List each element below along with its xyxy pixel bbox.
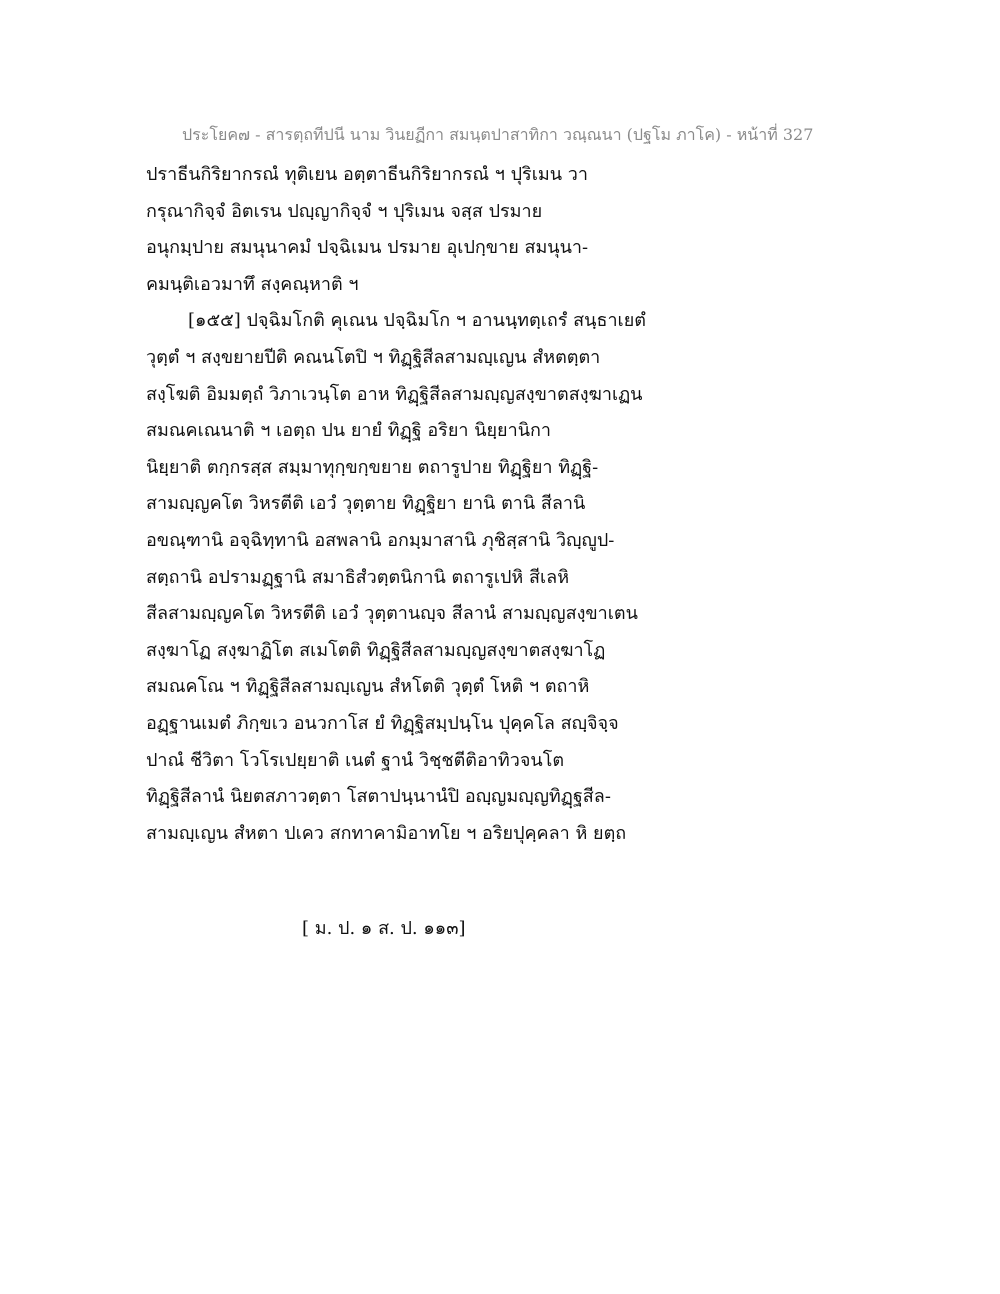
text-line: สงฺโฆติ อิมมตฺถํ วิภาเวนฺโต อาห ทิฏฺฐิสีลสามญฺญสงฺขาตสงฺฆาเฏน <box>146 383 643 405</box>
text-line: สมณคเณนาติ ฯ เอตฺถ ปน ยายํ ทิฏฺฐิ อริยา นิยฺยานิกา <box>146 420 552 442</box>
text-line: ปาณํ ชีวิตา โวโรเปยฺยาติ เนตํ ฐานํ วิชฺชตีติอาทิวจนโต <box>146 749 565 771</box>
text-line: อขณฺฑานิ อจฺฉิทฺทานิ อสพลานิ อกมฺมาสานิ ภุชิสฺสานิ วิญฺญูป- <box>146 529 615 551</box>
text-line: สามญฺญคโต วิหรตีติ เอวํ วุตฺตาย ทิฏฺฐิยา ยานิ ตานิ สีลานิ <box>146 493 586 515</box>
text-line: สามญฺเญน สํหตา ปเคว สกทาคามิอาทโย ฯ อริยปุคฺคลา หิ ยตฺถ <box>146 822 627 844</box>
text-line: นิยฺยาติ ตกฺกรสฺส สมฺมาทุกฺขกฺขยาย ตถารูปาย ทิฏฺฐิยา ทิฏฺฐิ- <box>146 456 599 478</box>
body-text <box>146 160 846 855</box>
text-line: สีลสามญฺญคโต วิหรตีติ เอวํ วุตฺตานญฺจ สีลานํ สามญฺญสงฺขาเตน <box>146 603 638 625</box>
text-line: กรุณากิจฺจํ อิตเรน ปญฺญากิจฺจํ ฯ ปุริเมน จสฺส ปรมาย <box>146 200 543 222</box>
paragraph-start-line: [๑๕๕] ปจฺฉิมโกติ คุเณน ปจฺฉิมโก ฯ อานนฺทตฺเถรํ สนฺธาเยตํ <box>188 310 646 332</box>
source-reference: [ ม. ป. ๑ ส. ป. ๑๑๓] <box>302 918 466 939</box>
text-line: วุตฺตํ ฯ สงฺขยายปีติ คณนโตปิ ฯ ทิฏฺฐิสีลสามญฺเญน สํหตตฺตา <box>146 346 601 368</box>
text-line: ทิฏฺฐิสีลานํ นิยตสภาวตฺตา โสตาปนฺนานํปิ อญฺญมญฺญทิฏฺฐสีล- <box>146 786 611 808</box>
running-header: ประโยค๗ - สารตฺถทีปนี นาม วินยฏีกา สมนฺตปาสาทิกา วณฺณนา (ปฐโม ภาโค) - หน้าที่ 327 <box>182 125 814 144</box>
text-line: สงฺฆาโฏ สงฺฆาฏิโต สเมโตติ ทิฏฺฐิสีลสามญฺญสงฺขาตสงฺฆาโฏ <box>146 639 606 661</box>
text-line: อฏฺฐานเมตํ ภิกฺขเว อนวกาโส ยํ ทิฏฺฐิสมฺปนฺโน ปุคฺคโล สญฺจิจฺจ <box>146 712 619 734</box>
text-line: สมณคโณ ฯ ทิฏฺฐิสีลสามญฺเญน สํหโตติ วุตฺตํ โหติ ฯ ตถาหิ <box>146 676 590 698</box>
text-line: ปราธีนกิริยากรณํ ทุติเยน อตฺตาธีนกิริยากรณํ ฯ ปุริเมน วา <box>146 164 588 185</box>
text-line: อนุกมฺปาย สมนุนาคมํ ปจฺฉิเมน ปรมาย อุเปกฺขาย สมนุนา- <box>146 237 589 259</box>
text-line: คมนฺติเอวมาทึ สงฺคณฺหาติ ฯ <box>146 273 359 295</box>
text-line: สตฺถานิ อปรามฏฺฐานิ สมาธิสํวตฺตนิกานิ ตถารูเปหิ สีเลหิ <box>146 566 570 588</box>
